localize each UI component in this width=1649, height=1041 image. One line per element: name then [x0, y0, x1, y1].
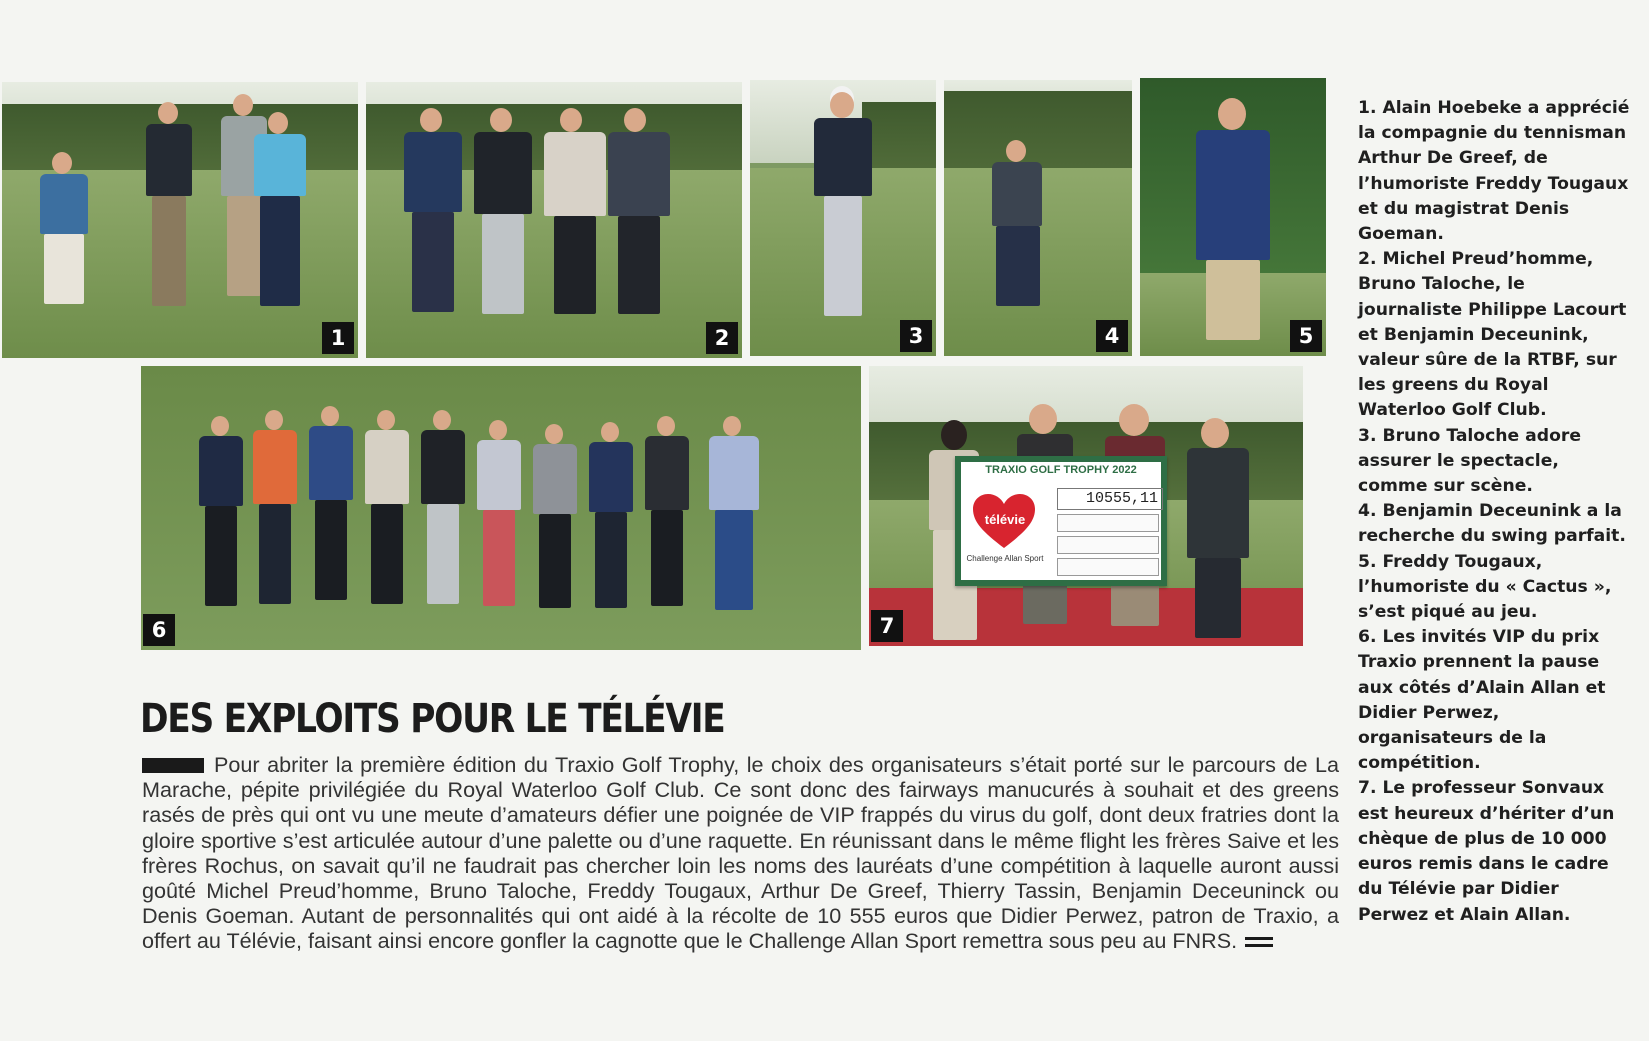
- photo-captions: [1358, 96, 1630, 928]
- photo-6: [141, 366, 861, 650]
- article-body: [142, 752, 1339, 954]
- photo-number-badge: 6: [143, 614, 175, 646]
- photo-5: [1140, 78, 1326, 356]
- article-headline: DES EXPLOITS POUR LE TÉLÉVIE: [140, 696, 725, 742]
- photo-4: [944, 80, 1132, 356]
- caption-6: 6. Les invités VIP du prix Traxio prennent la pause aux côtés d’Alain Allan et Didier Perwez, organisateurs de la compétition.: [1358, 627, 1606, 774]
- cheque-amount: 10555,11: [1057, 488, 1163, 510]
- lead-marker: [142, 758, 204, 773]
- article-body-text: Pour abriter la première édition du Traxio Golf Trophy, le choix des organisateurs s’était porté sur le parcours de La Marache, pépite privilégiée du Royal Waterloo Golf Club. Ce sont donc des fairways manucurés à souhait et des greens rasés de près qui ont vu une meute d’amateurs défier une poignée de VIP frappés du virus du golf, dont deux fratries dont la gloire sportive s’est articulée autour d’une palette ou d’une raquette. En réunissant dans le même flight les frères Saive et les frères Rochus, on savait qu’il ne faudrait pas chercher loin les noms des lauréats d’une compétition à laquelle auront aussi goûté Michel Preud’homme, Bruno Taloche, Freddy Tougaux, Arthur De Greef, Thierry Tassin, Benjamin Deceuninck ou Denis Goeman. Autant de personnalités qui ont aidé à la récolte de 10 555 euros que Didier Perwez, patron de Traxio, a offert au Télévie, faisant ainsi encore gonfler la cagnotte que le Challenge Allan Sport remettra sous peu au FNRS.: [142, 752, 1339, 954]
- photo-number-badge: 1: [322, 322, 354, 354]
- caption-4: 4. Benjamin Deceunink a la recherche du swing parfait.: [1358, 501, 1626, 547]
- photo-number-badge: 3: [900, 320, 932, 352]
- caption-5: 5. Freddy Tougaux, l’humoriste du « Cactus », s’est piqué au jeu.: [1358, 551, 1612, 623]
- photo-number-badge: 2: [706, 322, 738, 354]
- televie-logo-text: télévie: [984, 512, 1026, 527]
- end-marker: [1245, 937, 1273, 947]
- photo-number-badge: 5: [1290, 320, 1322, 352]
- caption-7: 7. Le professeur Sonvaux est heureux d’hériter d’un chèque de plus de 10 000 euros remis dans le cadre du Télévie par Didier Perwez et Alain Allan.: [1358, 778, 1615, 925]
- photo-3: [750, 80, 936, 356]
- photo-number-badge: 7: [871, 610, 903, 642]
- photo-1: [2, 82, 358, 358]
- caption-2: 2. Michel Preud’homme, Bruno Taloche, le journaliste Philippe Lacourt et Benjamin Deceunink, valeur sûre de la RTBF, sur les greens du Royal Waterloo Golf Club.: [1358, 249, 1627, 421]
- cheque-title: TRAXIO GOLF TROPHY 2022: [985, 464, 1137, 476]
- cheque-subtitle: Challenge Allan Sport: [966, 554, 1044, 563]
- televie-cheque: [955, 456, 1167, 586]
- caption-1: 1. Alain Hoebeke a apprécié la compagnie du tennisman Arthur De Greef, de l’humoriste Freddy Tougaux et du magistrat Denis Goeman.: [1358, 98, 1630, 245]
- photo-number-badge: 4: [1096, 320, 1128, 352]
- photo-7: [869, 366, 1303, 646]
- photo-2: [366, 82, 742, 358]
- caption-3: 3. Bruno Taloche adore assurer le spectacle, comme sur scène.: [1358, 425, 1582, 497]
